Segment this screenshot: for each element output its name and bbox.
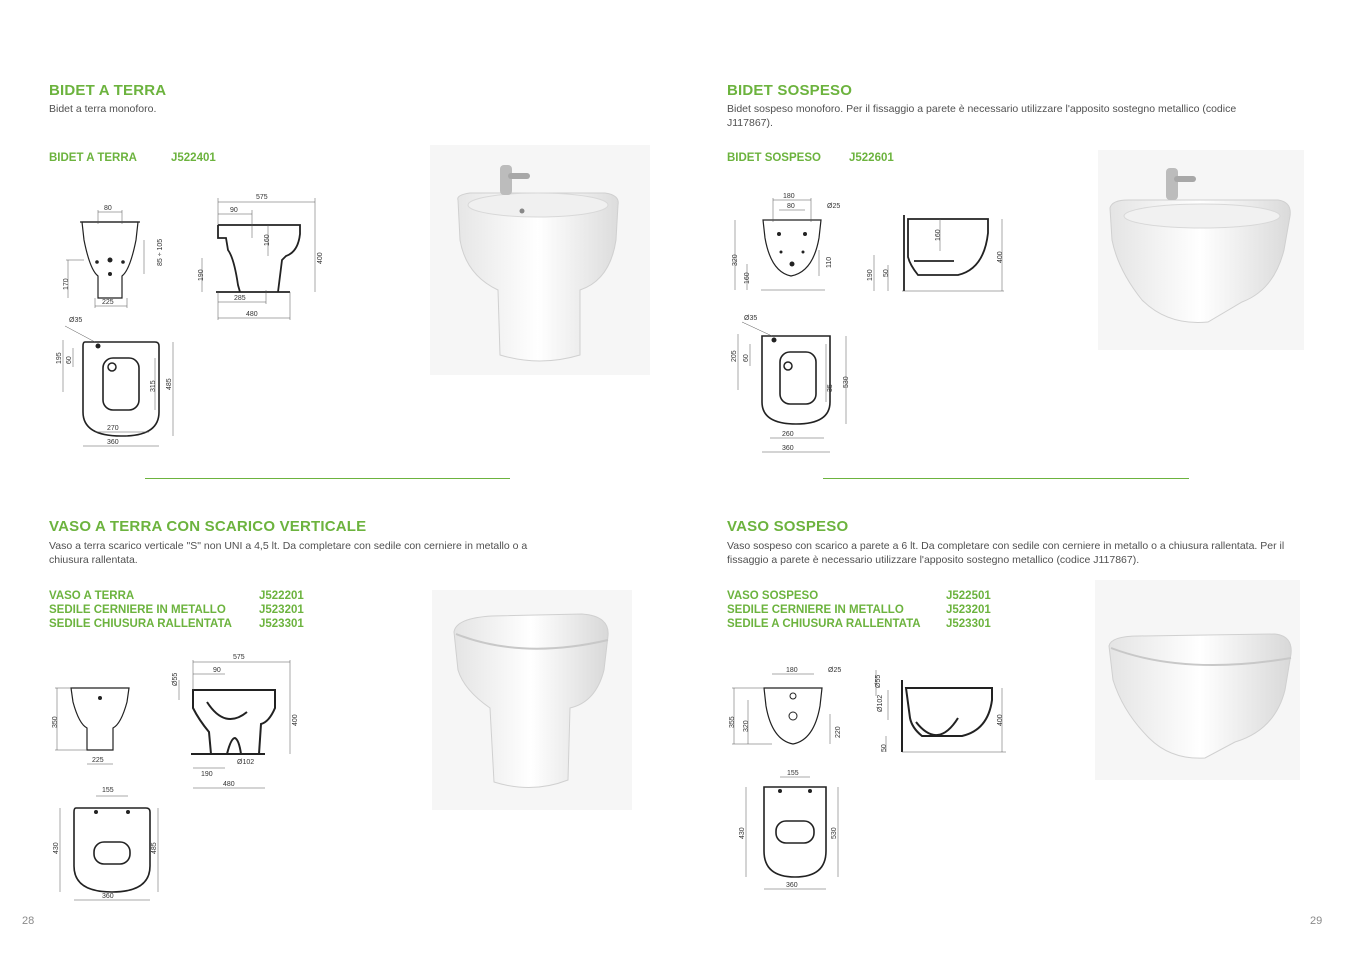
code-name: SEDILE CERNIERE IN METALLO (727, 604, 904, 616)
bidet-sospeso-title: BIDET SOSPESO (727, 82, 853, 99)
vaso-sospeso-top-drawing (730, 765, 850, 895)
code-row (49, 604, 304, 616)
vaso-terra-side-drawing (165, 650, 310, 800)
dim: Ø25 (827, 203, 841, 210)
dim: Ø55 (172, 672, 179, 686)
dim: 90 (213, 667, 221, 674)
dim: 360 (107, 439, 119, 446)
dim: 480 (246, 311, 258, 318)
dim: 225 (92, 757, 104, 764)
dim: 530 (843, 376, 850, 388)
dim: 155 (102, 787, 114, 794)
dim: 50 (883, 269, 890, 277)
vaso-terra-title: VASO A TERRA CON SCARICO VERTICALE (49, 518, 367, 535)
code-name: BIDET A TERRA (49, 152, 137, 164)
dim: 400 (317, 252, 324, 264)
dim: 430 (53, 842, 60, 854)
dim: 400 (997, 714, 1004, 726)
dim: 85 ÷ 105 (157, 238, 164, 266)
vaso-terra-top-drawing (40, 780, 160, 905)
dim: 480 (223, 781, 235, 788)
dim: Ø55 (875, 674, 882, 688)
dim: 190 (867, 269, 874, 281)
dim: 430 (739, 827, 746, 839)
dim: Ø35 (69, 317, 83, 324)
dim: 360 (782, 445, 794, 452)
code-row (727, 604, 991, 616)
dim: 160 (264, 234, 271, 246)
code-value: J522601 (849, 152, 894, 164)
code-value: J523201 (946, 604, 991, 616)
vaso-terra-photo (432, 590, 632, 810)
dim: 80 (104, 205, 112, 212)
dim: 160 (935, 229, 942, 241)
dim: 270 (107, 425, 119, 432)
dim: 320 (743, 720, 750, 732)
vaso-terra-desc: Vaso a terra scarico verticale "S" non UNI a 4,5 lt. Da completare con sedile con cerniere in metallo o a chiusura rallentata. (49, 540, 528, 566)
dim: 60 (66, 356, 73, 364)
dim: 575 (233, 654, 245, 661)
dim: Ø102 (237, 759, 255, 766)
bidet-sospeso-photo-art (1098, 150, 1304, 350)
code-row (727, 590, 991, 602)
bidet-terra-desc: Bidet a terra monoforo. (49, 103, 157, 115)
vaso-photo-art (432, 590, 632, 810)
bidet-terra-title: BIDET A TERRA (49, 82, 167, 99)
code-row (727, 152, 894, 164)
bidet-sospeso-front-drawing (725, 190, 855, 300)
dim: 80 (787, 203, 795, 210)
vaso-sospeso-title: VASO SOSPESO (727, 518, 849, 535)
dim: 155 (787, 770, 799, 777)
dim: 180 (783, 193, 795, 200)
bidet-sospeso-top-drawing (722, 310, 862, 458)
bidet-terra-side-drawing (190, 190, 330, 325)
dim: 285 (234, 295, 246, 302)
dim: 360 (102, 893, 114, 900)
vaso-sospeso-photo (1095, 580, 1300, 780)
dim: 170 (63, 278, 70, 290)
dim: 205 (731, 350, 738, 362)
dim: 190 (198, 269, 205, 281)
vaso-sospeso-desc: Vaso sospeso con scarico a parete a 6 lt. Da completare con sedile con cerniere in metallo o a chiusura rallentata. Per il fissaggio a parete è necessario utilizzare l'apposito sostegno metallico (codice J117867). (727, 540, 1285, 566)
bidet-sospeso-desc: Bidet sospeso monoforo. Per il fissaggio a parete è necessario utilizzare l'apposito sostegno metallico (codice J117867). (727, 103, 1237, 129)
code-name: SEDILE CERNIERE IN METALLO (49, 604, 226, 616)
code-value: J523301 (259, 618, 304, 630)
bidet-sospeso-photo (1098, 150, 1304, 350)
dim: 485 (151, 842, 158, 854)
bidet-sospeso-side-drawing (858, 205, 1008, 300)
dim: 320 (732, 254, 739, 266)
dim: Ø35 (744, 315, 758, 322)
dim: 360 (786, 882, 798, 889)
bidet-terra-photo (430, 145, 650, 375)
dim: 195 (56, 352, 63, 364)
page-number-right: 29 (1310, 915, 1323, 927)
code-row (49, 152, 216, 164)
dim: 400 (997, 251, 1004, 263)
dim: 530 (831, 827, 838, 839)
code-row (49, 590, 304, 602)
dim: 225 (102, 299, 114, 306)
dim: 400 (292, 714, 299, 726)
dim: 220 (835, 726, 842, 738)
dim: 350 (52, 716, 59, 728)
dim: 485 (166, 378, 173, 390)
code-value: J523201 (259, 604, 304, 616)
code-value: J522501 (946, 590, 991, 602)
bidet-terra-top-drawing (45, 312, 185, 452)
bidet-terra-front-drawing (60, 200, 170, 310)
dim: 60 (743, 354, 750, 362)
code-value: J522201 (259, 590, 304, 602)
code-name: SEDILE CHIUSURA RALLENTATA (49, 618, 232, 630)
dim: 50 (881, 744, 888, 752)
dim: 355 (729, 716, 736, 728)
code-name: VASO SOSPESO (727, 590, 819, 602)
page-number-left: 28 (22, 915, 35, 927)
vaso-terra-front-drawing (45, 680, 145, 770)
section-divider (823, 478, 1189, 479)
dim: 260 (782, 431, 794, 438)
section-divider (145, 478, 510, 479)
dim: 35 (827, 384, 834, 392)
dim: 575 (256, 194, 268, 201)
code-row (49, 618, 304, 630)
code-name: SEDILE A CHIUSURA RALLENTATA (727, 618, 921, 630)
dim: 110 (826, 256, 833, 268)
dim: 315 (150, 380, 157, 392)
dim: 180 (786, 667, 798, 674)
dim: Ø25 (828, 667, 842, 674)
dim: 90 (230, 207, 238, 214)
vaso-sospeso-front-drawing (722, 660, 852, 760)
code-name: VASO A TERRA (49, 590, 135, 602)
code-value: J522401 (171, 152, 216, 164)
code-name: BIDET SOSPESO (727, 152, 821, 164)
bidet-photo-art (430, 145, 650, 375)
dim: Ø102 (877, 694, 884, 712)
vaso-sospeso-photo-art (1095, 580, 1300, 780)
dim: 190 (201, 771, 213, 778)
dim: 160 (744, 272, 751, 284)
code-row (727, 618, 991, 630)
code-value: J523301 (946, 618, 991, 630)
vaso-sospeso-side-drawing (862, 660, 1012, 765)
